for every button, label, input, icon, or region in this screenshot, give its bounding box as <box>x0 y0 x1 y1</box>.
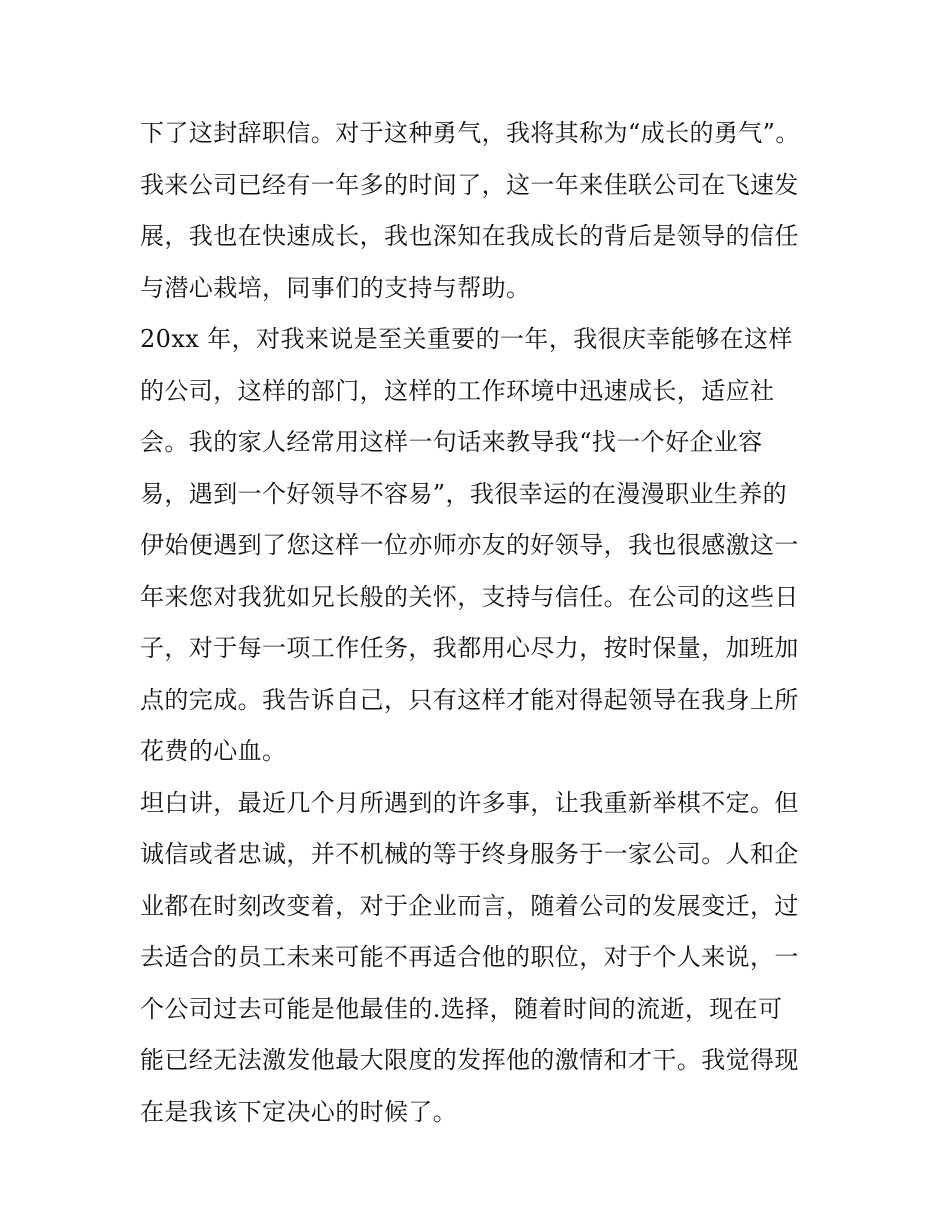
text-line: 年来您对我犹如兄长般的关怀，支持与信任。在公司的这些日 <box>140 582 799 611</box>
text-line: 能已经无法激发他最大限度的发挥他的激情和才干。我觉得现 <box>140 1046 799 1074</box>
text-line: 伊始便遇到了您这样一位亦师亦友的好领导，我也很感激这一 <box>140 531 799 559</box>
text-line: 诚信或者忠诚，并不机械的等于终身服务于一家公司。人和企 <box>140 840 799 868</box>
text-line: 花费的心血。 <box>140 737 287 765</box>
text-line: 20xx 年，对我来说是至关重要的一年，我很庆幸能够在这样 <box>140 325 793 353</box>
text-line: 我来公司已经有一年多的时间了，这一年来佳联公司在飞速发 <box>140 170 799 199</box>
text-line: 会。我的家人经常用这样一句话来教导我“找一个好企业容 <box>140 428 763 456</box>
text-line: 的公司，这样的部门，这样的工作环境中迅速成长，适应社 <box>140 376 775 405</box>
text-line: 展，我也在快速成长，我也深知在我成长的背后是领导的信任 <box>140 222 799 250</box>
text-line: 业都在时刻改变着，对于企业而言，随着公司的发展变迁，过 <box>140 891 799 920</box>
text-line: 坦白讲，最近几个月所遇到的许多事，让我重新举棋不定。但 <box>140 788 799 817</box>
text-line: 子，对于每一项工作任务，我都用心尽力，按时保量，加班加 <box>140 634 799 662</box>
text-line: 个公司过去可能是他最佳的.选择，随着时间的流逝，现在可 <box>140 994 783 1023</box>
text-line: 下了这封辞职信。对于这种勇气，我将其称为“成长的勇气”。 <box>140 119 800 147</box>
text-line: 去适合的员工未来可能不再适合他的职位，对于个人来说，一 <box>140 943 799 971</box>
text-line: 在是我该下定决心的时候了。 <box>140 1097 458 1126</box>
text-line: 易，遇到一个好领导不容易”，我很幸运的在漫漫职业生养的 <box>140 479 788 508</box>
text-line: 与潜心栽培，同事们的支持与帮助。 <box>140 273 531 302</box>
letter-body <box>140 108 820 1138</box>
text-line: 点的完成。我告诉自己，只有这样才能对得起领导在我身上所 <box>140 685 799 714</box>
